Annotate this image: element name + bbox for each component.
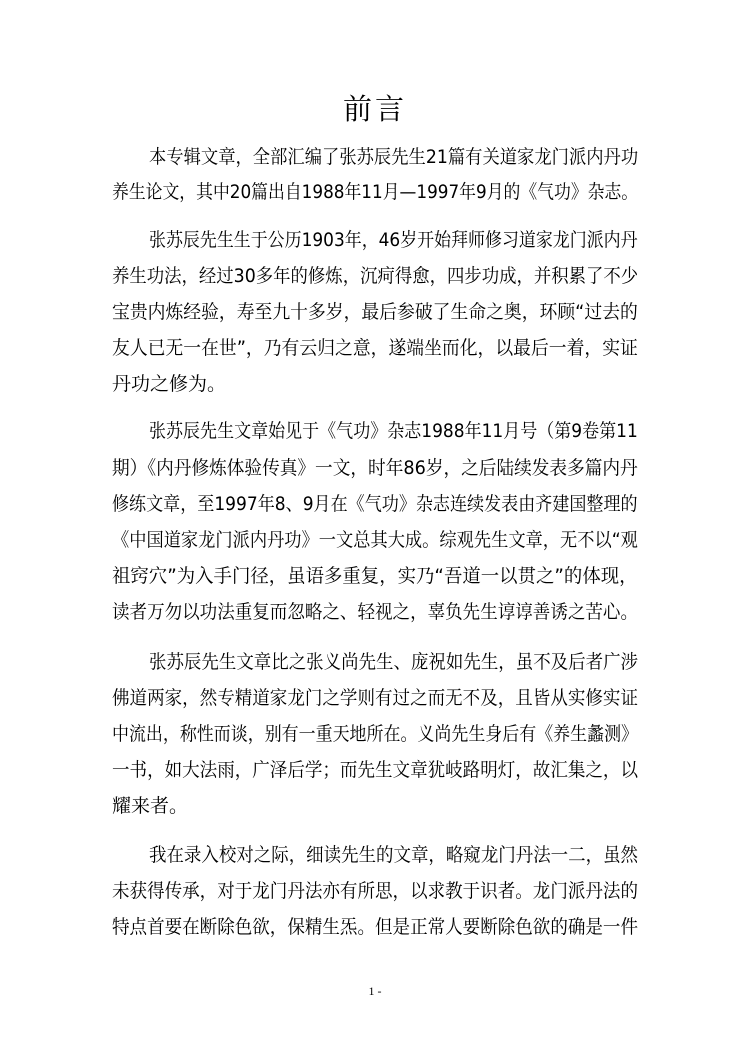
paragraph-3-line-1: 张苏辰先生文章始见于《气功》杂志1988年11月号（第9卷第11	[149, 420, 638, 442]
page-title: 前言	[342, 92, 407, 126]
paragraph-4-line-2: 佛道两家，然专精道家龙门之学则有过之而无不及，且皆从实修实证	[112, 687, 639, 709]
paragraph-1-line-2: 养生论文，其中20篇出自1988年11月—1997年9月的《气功》杂志。	[112, 181, 639, 203]
paragraph-5-line-1: 我在录入校对之际，细读先生的文章，略窥龙门丹法一二，虽然	[149, 844, 639, 866]
paragraph-2-line-1: 张苏辰先生生于公历1903年，46岁开始拜师修习道家龙门派内丹	[149, 229, 638, 251]
paragraph-3-line-4: 《中国道家龙门派内丹功》一文总其大成。综观先生文章，无不以“观	[112, 529, 638, 551]
paragraph-2-line-4: 友人已无一在世”，乃有云归之意，遂端坐而化，以最后一着，实证	[112, 337, 638, 359]
paragraph-1-line-1: 本专辑文章，全部汇编了张苏辰先生21篇有关道家龙门派内丹功	[149, 146, 639, 168]
paragraph-5-line-3: 特点首要在断除色欲，保精生炁。但是正常人要断除色欲的确是一件	[112, 916, 639, 938]
page-number: 1 -	[368, 984, 382, 998]
paragraph-4-line-4: 一书，如大法雨，广泽后学；而先生文章犹岐路明灯，故汇集之，以	[112, 759, 639, 781]
paragraph-4-line-3: 中流出，称性而谈，别有一重天地所在。义尚先生身后有《养生蠡测》	[112, 723, 639, 745]
paragraph-4-line-5: 耀来者。	[112, 795, 189, 817]
paragraph-3-line-6: 读者万勿以功法重复而忽略之、轻视之，辜负先生谆谆善诱之苦心。	[112, 601, 639, 623]
paragraph-3-line-2: 期）《内丹修炼体验传真》一文，时年86岁，之后陆续发表多篇内丹	[112, 457, 638, 479]
paragraph-2-line-2: 养生功法，经过30多年的修炼，沉疴得愈，四步功成，并积累了不少	[112, 265, 639, 287]
paragraph-4-line-1: 张苏辰先生文章比之张义尚先生、庞祝如先生，虽不及后者广涉	[149, 651, 639, 673]
paragraph-3-line-3: 修练文章，至1997年8、9月在《气功》杂志连续发表由齐建国整理的	[112, 493, 638, 515]
paragraph-2-line-5: 丹功之修为。	[112, 373, 227, 395]
paragraph-5-line-2: 未获得传承，对于龙门丹法亦有所思，以求教于识者。龙门派丹法的	[112, 880, 639, 902]
paragraph-2-line-3: 宝贵内炼经验，寿至九十多岁，最后参破了生命之奥，环顾“过去的	[112, 301, 638, 323]
paragraph-3-line-5: 祖窍穴”为入手门径，虽语多重复，实乃“吾道一以贯之”的体现，	[112, 565, 638, 587]
